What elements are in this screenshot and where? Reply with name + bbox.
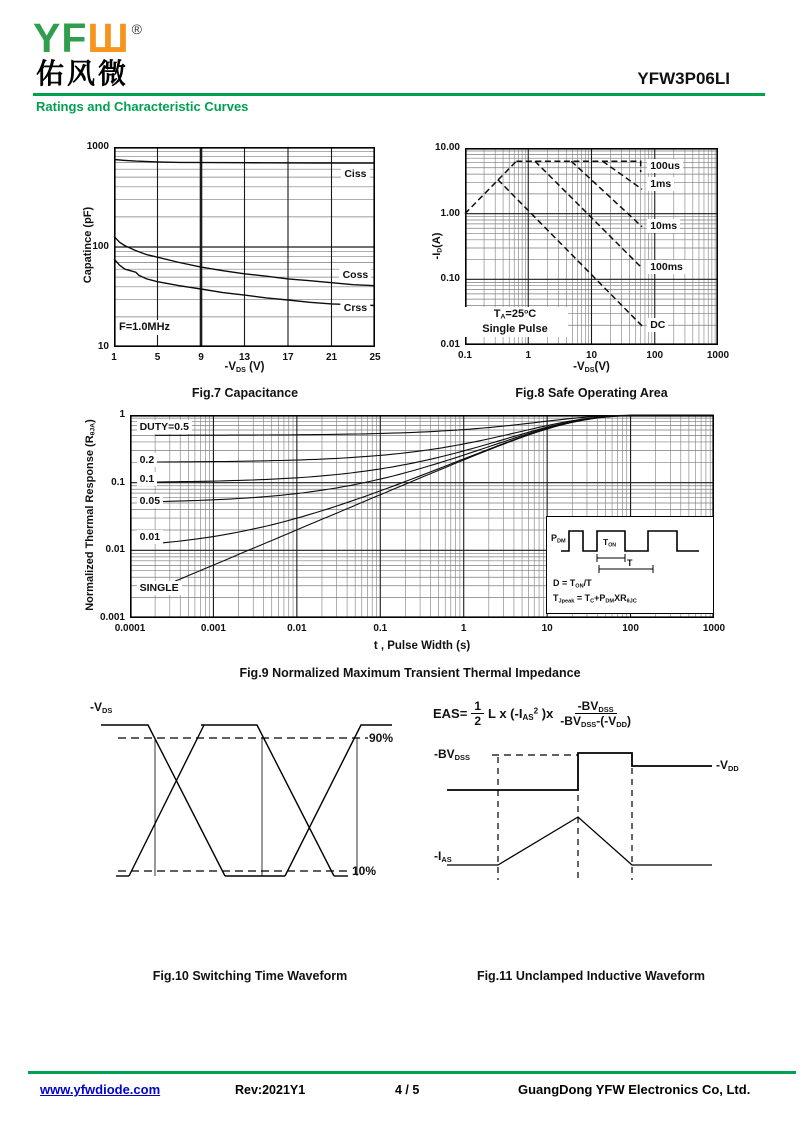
fig8-x-tick-label: 100 — [646, 350, 664, 361]
fig8-y-tick-label: 0.01 — [440, 339, 460, 350]
fig9-y-tick-label: 0.1 — [111, 476, 125, 488]
fig8-label-10ms: 10ms — [647, 219, 680, 233]
fig9-x-tick-label: 0.001 — [200, 623, 226, 634]
fig9-y-axis-title: Normalized Thermal Response $(R_{\theta JA})$ — [84, 419, 97, 611]
footer-divider — [28, 1071, 796, 1074]
fig11-vdd-label: $-V_{DD}$ — [716, 758, 739, 773]
fraction-bvdss: $\frac{-BV_{DSS}}{-BV_{DSS}-(-V_{DD})}$ — [560, 699, 632, 729]
fig9-y-tick-label: 0.01 — [105, 544, 125, 556]
fig9-label-duty05: DUTY=0.5 — [137, 420, 192, 434]
fig8-label-1ms: 1ms — [647, 177, 674, 191]
fig8-curve-DC — [498, 180, 642, 326]
fig11-ias-label: $-I_{AS}$ — [434, 849, 452, 864]
eas-mid: L x ($-I_{AS}^2$ )x — [488, 706, 554, 722]
fig9-x-axis-title: t , Pulse Width (s) — [373, 640, 471, 652]
fig11-eas-formula — [433, 699, 638, 728]
fig8-label-100ms: 100ms — [647, 260, 686, 274]
fig10-90pct-label: 90% — [369, 731, 394, 745]
fig8-y-tick-label: 10.00 — [434, 142, 460, 153]
fig7-label-coss: Coss — [340, 268, 372, 282]
footer-company-name: GuangDong YFW Electronics Co, Ltd. — [518, 1082, 751, 1097]
period-label: T — [627, 558, 633, 568]
fig9-x-tick-label: 10 — [541, 623, 553, 634]
fig8-x-tick-label: 1 — [525, 350, 532, 361]
duty-cycle-formula: $D = T_{ON}/T$ — [553, 578, 592, 590]
fig9-y-tick-label: 0.001 — [99, 612, 125, 623]
fig8-curve-rise-limit — [465, 161, 516, 214]
pdm-label: $P_{DM}$ — [551, 533, 566, 545]
fig7-y-axis-title: Capatince (pF) — [82, 206, 94, 284]
fig10-switching-waveform — [80, 700, 400, 890]
header-divider — [33, 93, 765, 96]
fig11-unclamped-waveform — [430, 745, 760, 890]
fig9-x-tick-label: 100 — [622, 623, 639, 634]
fig7-x-axis-title: $-V_{DS}$ (V) — [224, 361, 265, 374]
fig7-x-tick-label: 21 — [325, 352, 338, 363]
fig9-label-001: 0.01 — [137, 530, 163, 544]
fig7-x-tick-label: 13 — [238, 352, 251, 363]
fig11-caption: Fig.11 Unclamped Inductive Waveform — [476, 969, 706, 983]
registered-trademark-icon: ® — [131, 21, 143, 37]
logo-text-orange: Ш — [87, 15, 130, 61]
fig10-10pct-label: 10% — [352, 864, 377, 878]
fig8-note-line1: $T_A=25^oC$ — [493, 308, 537, 321]
fig11-bvdss-label: $-BV_{DSS}$ — [434, 747, 470, 762]
fig8-label-dc: DC — [647, 318, 668, 332]
fig9-x-tick-label: 1 — [460, 623, 467, 634]
footer-website-link[interactable]: www.yfwdiode.com — [40, 1082, 161, 1097]
fig8-label-100us: 100us — [647, 159, 683, 173]
part-number: YFW3P06LI — [637, 69, 730, 88]
fraction-one-half: $\frac{1}{2}$ — [471, 699, 484, 728]
fig8-y-tick-label: 1.00 — [440, 207, 460, 219]
fig9-x-tick-label: 1000 — [702, 623, 726, 634]
fig9-label-02: 0.2 — [137, 453, 158, 467]
fig9-label-single: SINGLE — [137, 581, 182, 595]
fig8-caption: Fig.8 Safe Operating Area — [515, 386, 668, 400]
logo-chinese-name: 佑风微 — [36, 58, 130, 89]
fig7-frequency-note: F=1.0MHz — [119, 321, 171, 333]
ton-label: $T_{ON}$ — [603, 537, 617, 549]
fig8-series — [465, 161, 642, 326]
fig9-x-tick-label: 0.0001 — [114, 623, 146, 634]
junction-temp-formula: $T_{Jpeak} = T_C+P_{DM}XR_{\theta JC}$ — [553, 593, 637, 605]
fig7-capacitance-chart — [114, 147, 375, 347]
fig8-x-tick-label: 1000 — [706, 350, 730, 361]
fig7-x-tick-label: 25 — [369, 352, 381, 363]
fig7-label-crss: Crss — [341, 301, 370, 315]
footer-page-indicator: 4 / 5 — [395, 1083, 420, 1097]
fig8-note-line2: Single Pulse — [482, 323, 548, 335]
fig8-curve-1ms — [603, 161, 643, 189]
fig9-pulse-definition-inset — [546, 516, 714, 614]
fig7-y-tick-label: 100 — [92, 241, 109, 252]
footer-revision: Rev:2021Y1 — [235, 1083, 306, 1097]
fig9-y-tick-label: 1 — [119, 409, 125, 420]
fig10-vds-label: $-V_{DS}$ — [90, 700, 113, 715]
fig9-label-005: 0.05 — [137, 494, 163, 508]
fig7-x-tick-label: 17 — [282, 352, 294, 363]
fig8-x-tick-label: 0.1 — [458, 350, 472, 361]
fig9-x-tick-label: 0.1 — [373, 623, 388, 634]
fig7-x-tick-label: 5 — [154, 352, 161, 363]
fig8-y-tick-label: 0.10 — [440, 273, 460, 285]
fig7-y-tick-label: 10 — [97, 341, 109, 352]
eas-lhs: EAS= — [433, 706, 468, 721]
section-title: Ratings and Characteristic Curves — [36, 99, 249, 114]
fig9-label-01: 0.1 — [137, 472, 158, 486]
fig8-x-axis-title: $-V_{DS}(V)$ — [573, 361, 610, 374]
fig7-x-tick-label: 1 — [111, 352, 117, 363]
logo-text-green: YF — [33, 15, 88, 61]
fig7-x-tick-label: 9 — [198, 352, 204, 363]
fig8-test-condition-note — [462, 307, 568, 337]
fig9-caption: Fig.9 Normalized Maximum Transient Thermal Impedance — [239, 666, 581, 680]
fig9-x-tick-label: 0.01 — [287, 623, 307, 634]
fig7-label-ciss: Ciss — [341, 167, 369, 181]
fig10-caption: Fig.10 Switching Time Waveform — [152, 969, 348, 983]
fig7-caption: Fig.7 Capacitance — [191, 386, 299, 400]
fig7-y-tick-label: 1000 — [86, 141, 109, 152]
fig8-x-tick-label: 10 — [585, 350, 598, 361]
fig8-y-axis-title: $-I_D(A)$ — [431, 232, 444, 260]
